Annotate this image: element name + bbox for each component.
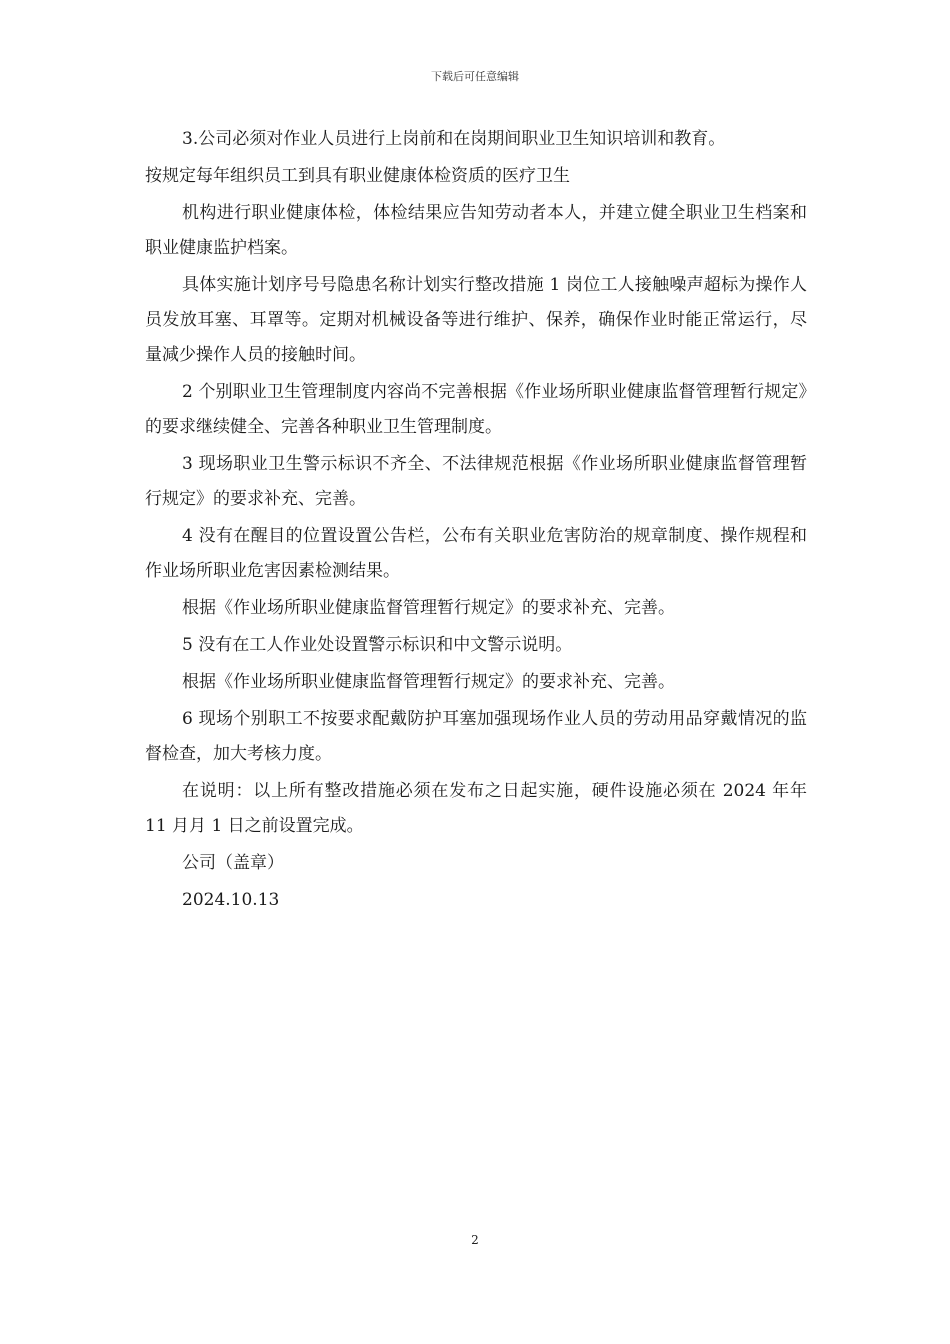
paragraph-training: 3.公司必须对作业人员进行上岗前和在岗期间职业卫生知识培训和教育。: [182, 129, 726, 149]
paragraph-note: 在说明：以上所有整改措施必须在发布之日起实施，硬件设施必须在 2024 年年 11 月月 1 日之前设置完成。: [145, 781, 807, 836]
company-seal-line: 公司（盖章）: [182, 853, 284, 873]
paragraph-health-records: 机构进行职业健康体检，体检结果应告知劳动者本人，并建立健全职业卫生档案和职业健康监护档案。: [145, 203, 807, 258]
paragraph-plan-item-1: 具体实施计划序号号隐患名称计划实行整改措施 1 岗位工人接触噪声超标为操作人员发放耳塞、耳罩等。定期对机械设备等进行维护、保养，确保作业时能正常运行，尽量减少操作人员的接触时间。: [145, 275, 807, 365]
document-date: 2024.10.13: [182, 890, 280, 910]
document-body: [145, 122, 807, 920]
paragraph-plan-item-5: 5 没有在工人作业处设置警示标识和中文警示说明。: [182, 635, 573, 655]
paragraph-plan-item-3: 3 现场职业卫生警示标识不齐全、不法律规范根据《作业场所职业健康监督管理暂行规定》的要求补充、完善。: [145, 454, 807, 509]
paragraph-plan-item-2: 2 个别职业卫生管理制度内容尚不完善根据《作业场所职业健康监督管理暂行规定》的要求继续健全、完善各种职业卫生管理制度。: [145, 382, 807, 437]
paragraph-plan-item-4-measure: 根据《作业场所职业健康监督管理暂行规定》的要求补充、完善。: [182, 598, 675, 618]
paragraph-plan-item-5-measure: 根据《作业场所职业健康监督管理暂行规定》的要求补充、完善。: [182, 672, 675, 692]
paragraph-plan-item-4: 4 没有在醒目的位置设置公告栏，公布有关职业危害防治的规章制度、操作规程和作业场所职业危害因素检测结果。: [145, 526, 807, 581]
paragraph-annual-checkup: 按规定每年组织员工到具有职业健康体检资质的医疗卫生: [145, 166, 570, 186]
page-header: 下载后可任意编辑: [431, 70, 519, 83]
paragraph-plan-item-6: 6 现场个别职工不按要求配戴防护耳塞加强现场作业人员的劳动用品穿戴情况的监督检查，加大考核力度。: [145, 709, 807, 764]
page-number: 2: [471, 1233, 479, 1247]
